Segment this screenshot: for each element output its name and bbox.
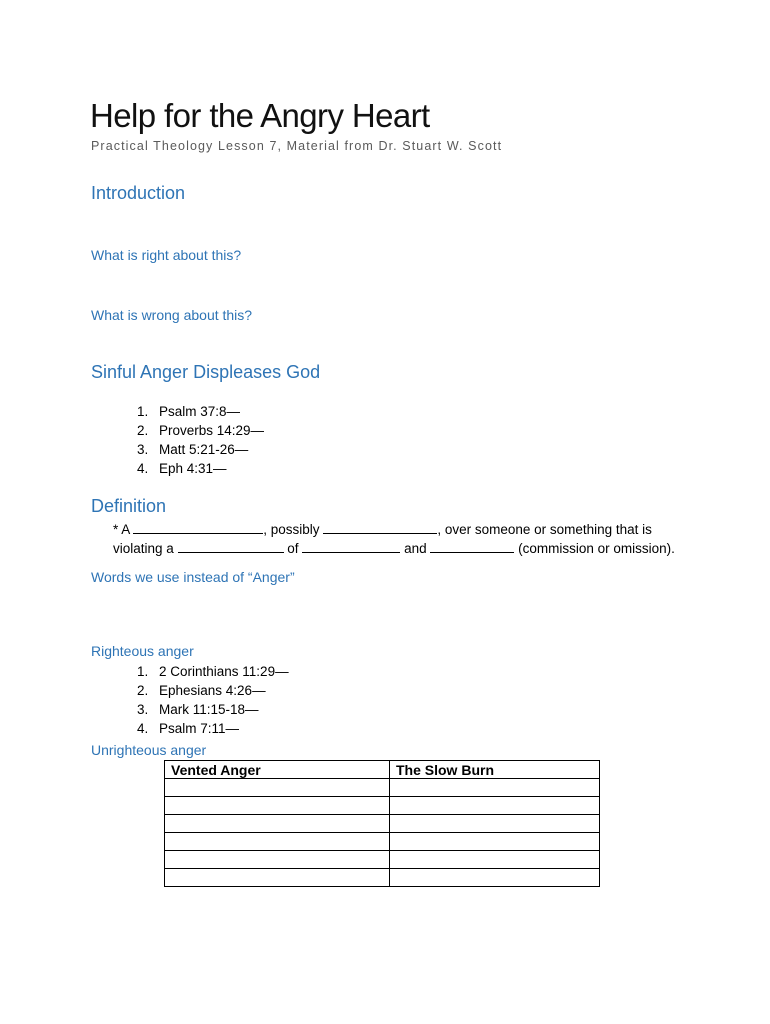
- list-number: 4.: [137, 721, 149, 736]
- blank-line[interactable]: [323, 520, 437, 534]
- table-cell[interactable]: [390, 815, 600, 833]
- list-text: Eph 4:31—: [159, 461, 227, 476]
- table-row: [165, 797, 600, 815]
- list-text: Mark 11:15-18—: [159, 702, 259, 717]
- righteous-anger-heading: Righteous anger: [91, 643, 194, 659]
- table-row: [165, 851, 600, 869]
- list-item: [137, 719, 289, 738]
- table-header-row: [165, 761, 600, 779]
- definition-text: and: [400, 541, 431, 556]
- sinful-anger-list: [137, 402, 264, 478]
- list-item: [137, 440, 264, 459]
- table-cell[interactable]: [390, 851, 600, 869]
- table-cell[interactable]: [390, 779, 600, 797]
- list-text: Proverbs 14:29—: [159, 423, 265, 438]
- list-text: Matt 5:21-26—: [159, 442, 249, 457]
- list-item: [137, 662, 289, 681]
- list-number: 3.: [137, 702, 149, 717]
- table-row: [165, 833, 600, 851]
- definition-text: , possibly: [263, 522, 324, 537]
- table-cell[interactable]: [165, 869, 390, 887]
- list-item: [137, 681, 289, 700]
- column-header-vented-anger: Vented Anger: [165, 761, 390, 779]
- definition-text: violating a: [113, 541, 178, 556]
- list-item: [137, 700, 289, 719]
- definition-text: (commission or omission).: [514, 541, 675, 556]
- words-heading: Words we use instead of “Anger”: [91, 569, 295, 585]
- list-number: 2.: [137, 423, 149, 438]
- definition-text: , over someone or something that is: [437, 522, 652, 537]
- list-item: [137, 421, 264, 440]
- column-header-slow-burn: The Slow Burn: [390, 761, 600, 779]
- table-cell[interactable]: [165, 815, 390, 833]
- list-text: Psalm 7:11—: [159, 721, 240, 736]
- table-cell[interactable]: [165, 851, 390, 869]
- blank-line[interactable]: [133, 520, 263, 534]
- anger-comparison-table: [164, 760, 600, 887]
- definition-line-1: [113, 520, 652, 537]
- table-cell[interactable]: [390, 869, 600, 887]
- list-text: Ephesians 4:26—: [159, 683, 266, 698]
- list-text: Psalm 37:8—: [159, 404, 241, 419]
- table-row: [165, 869, 600, 887]
- question-wrong: What is wrong about this?: [91, 307, 253, 323]
- list-number: 3.: [137, 442, 149, 457]
- sinful-anger-heading: Sinful Anger Displeases God: [91, 362, 321, 382]
- blank-line[interactable]: [178, 539, 284, 553]
- blank-line[interactable]: [302, 539, 400, 553]
- righteous-anger-list: [137, 662, 289, 738]
- document-subtitle: Practical Theology Lesson 7, Material from Dr. Stuart W. Scott: [91, 139, 503, 153]
- introduction-heading: Introduction: [91, 183, 186, 203]
- definition-line-2: [113, 539, 675, 556]
- table-row: [165, 815, 600, 833]
- definition-text: of: [283, 541, 303, 556]
- table-cell[interactable]: [165, 833, 390, 851]
- definition-text: * A: [113, 522, 134, 537]
- list-number: 2.: [137, 683, 149, 698]
- list-number: 1.: [137, 404, 149, 419]
- table-row: [165, 779, 600, 797]
- blank-line[interactable]: [430, 539, 514, 553]
- list-text: 2 Corinthians 11:29—: [159, 664, 289, 679]
- table-cell[interactable]: [390, 833, 600, 851]
- unrighteous-anger-heading: Unrighteous anger: [91, 742, 207, 758]
- table-cell[interactable]: [390, 797, 600, 815]
- list-number: 4.: [137, 461, 149, 476]
- question-right: What is right about this?: [91, 247, 242, 263]
- document-title: Help for the Angry Heart: [90, 97, 430, 134]
- list-number: 1.: [137, 664, 149, 679]
- table-cell[interactable]: [165, 797, 390, 815]
- list-item: [137, 402, 264, 421]
- definition-heading: Definition: [91, 496, 167, 516]
- list-item: [137, 459, 264, 478]
- table-cell[interactable]: [165, 779, 390, 797]
